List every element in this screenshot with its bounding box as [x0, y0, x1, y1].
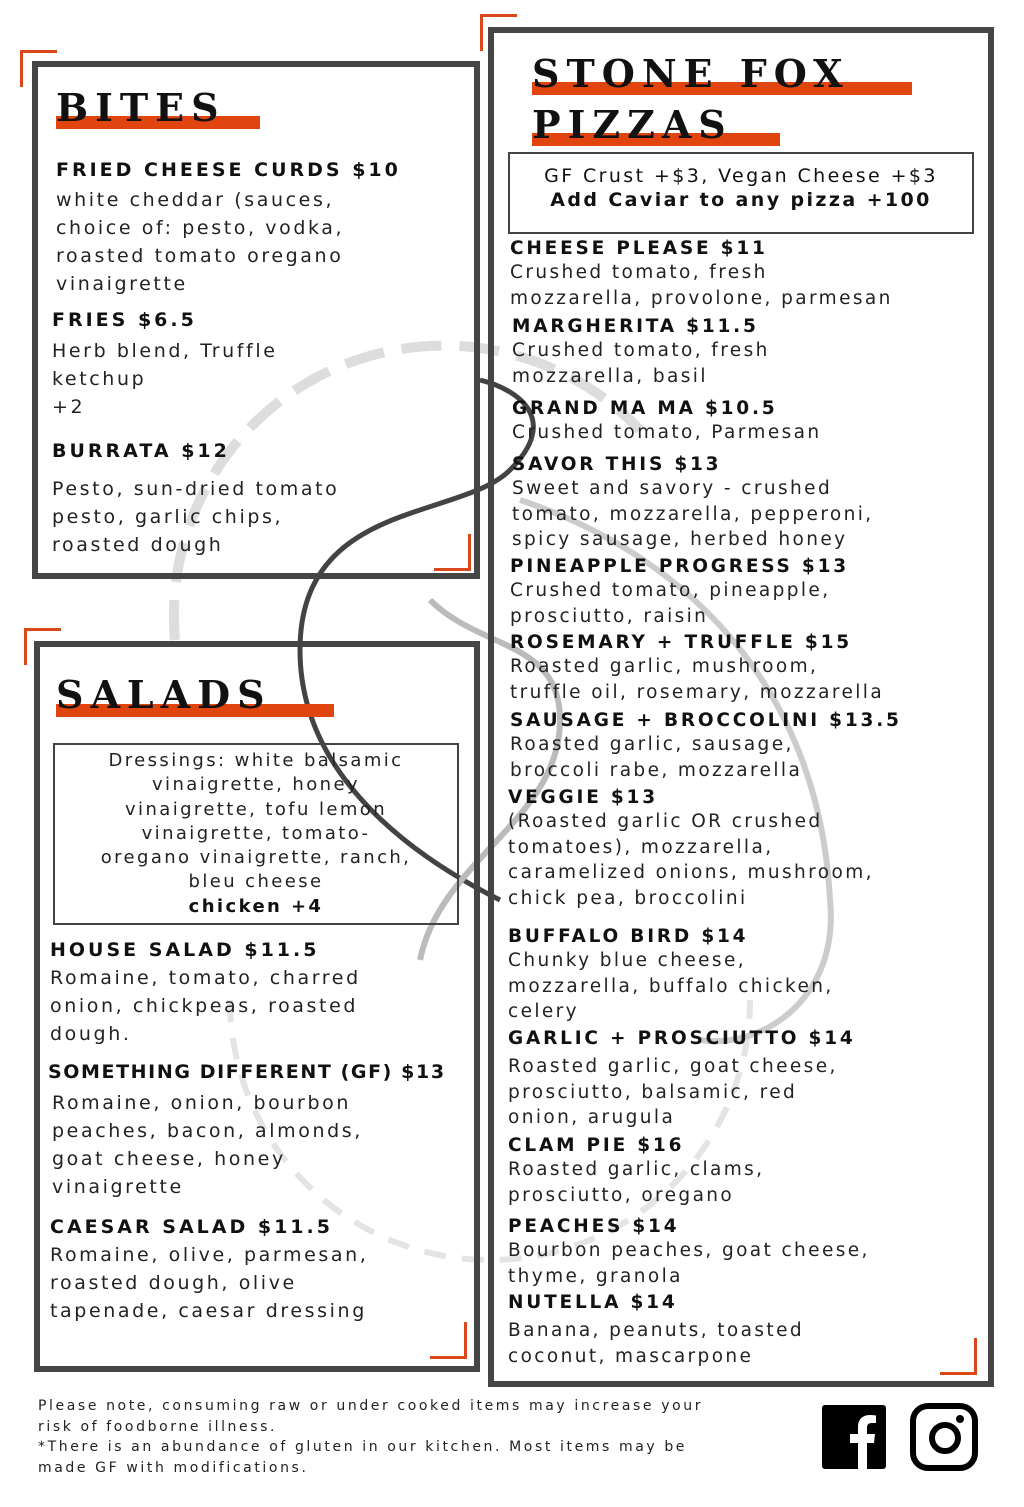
- bites-title: BITES: [56, 85, 226, 130]
- pizza-item: [510, 238, 893, 311]
- facebook-icon[interactable]: [822, 1405, 886, 1469]
- item-name: CLAM PIE $16: [508, 1135, 685, 1156]
- item-desc: Roasted garlic, mushroom, truffle oil, rosemary, mozzarella: [510, 656, 885, 703]
- item-name: MARGHERITA $11.5: [512, 316, 759, 337]
- item-desc: Crushed tomato, fresh mozzarella, provolone, parmesan: [510, 262, 893, 309]
- item-desc: Roasted garlic, clams, prosciutto, oregano: [508, 1159, 765, 1206]
- item-desc: Pesto, sun-dried tomato pesto, garlic chips, roasted dough: [52, 478, 340, 556]
- item-name: ROSEMARY + TRUFFLE $15: [510, 632, 852, 653]
- pizzas-title-line2: PIZZAS: [532, 102, 733, 147]
- item-desc: white cheddar (sauces, choice of: pesto, vodka, roasted tomato oregano vinaigrette: [56, 189, 345, 295]
- pizza-addons-note: [508, 152, 974, 234]
- item-desc: Crushed tomato, fresh mozzarella, basil: [512, 340, 770, 387]
- caviar-addon: Add Caviar to any pizza +100: [550, 189, 932, 211]
- item-name: CHEESE PLEASE $11: [510, 238, 768, 259]
- item-desc: (Roasted garlic OR crushed tomatoes), mozzarella, caramelized onions, mushroom, chick pea, broccolini: [508, 811, 874, 909]
- pizza-item: [510, 632, 884, 705]
- pizza-item: [510, 556, 849, 629]
- instagram-lens: [929, 1422, 961, 1454]
- item-name: FRIES $6.5: [52, 309, 197, 331]
- item-name: SOMETHING DIFFERENT (GF) $13: [48, 1061, 446, 1083]
- item-desc: Sweet and savory - crushed tomato, mozzarella, pepperoni, spicy sausage, herbed honey: [512, 478, 874, 550]
- instagram-icon[interactable]: [910, 1403, 978, 1471]
- item-desc: Chunky blue cheese, mozzarella, buffalo chicken, celery: [508, 950, 834, 1022]
- corner-accent: [430, 1322, 467, 1359]
- item-desc: Roasted garlic, goat cheese, prosciutto, balsamic, red onion, arugula: [508, 1056, 838, 1128]
- item-name: HOUSE SALAD $11.5: [50, 939, 320, 961]
- item-desc: Banana, peanuts, toasted coconut, mascarpone: [508, 1320, 805, 1367]
- item-name: NUTELLA $14: [508, 1292, 678, 1313]
- item-name: VEGGIE $13: [508, 787, 658, 808]
- item-name: GRAND MA MA $10.5: [512, 398, 778, 419]
- item-desc: Romaine, olive, parmesan, roasted dough, olive tapenade, caesar dressing: [50, 1244, 369, 1322]
- pizza-item: [512, 316, 770, 389]
- menu-item: [50, 1213, 368, 1325]
- menu-item: [48, 1058, 446, 1201]
- pizzas-title-line1: STONE FOX: [532, 51, 850, 96]
- allergy-disclaimer: Please note, consuming raw or under cooked items may increase your risk of foodborne illness. *There is an abundance of gluten in our kitchen. Most items may be made GF with modifications.: [38, 1398, 704, 1476]
- menu-item: [52, 437, 339, 559]
- menu-item: [56, 156, 401, 298]
- dressings-note: [53, 743, 459, 925]
- corner-accent: [940, 1338, 977, 1375]
- item-name: BURRATA $12: [52, 440, 230, 462]
- instagram-dot: [956, 1415, 964, 1423]
- item-name: CAESAR SALAD $11.5: [50, 1216, 333, 1238]
- item-name: PEACHES $14: [508, 1216, 680, 1237]
- item-desc: Crushed tomato, Parmesan: [512, 422, 822, 443]
- item-name: SAUSAGE + BROCCOLINI $13.5: [510, 710, 902, 731]
- pizza-item: [508, 1292, 804, 1369]
- pizza-item: [508, 787, 874, 911]
- item-desc: Herb blend, Truffle ketchup +2: [52, 340, 278, 418]
- dressings-text: Dressings: white balsamic vinaigrette, honey vinaigrette, tofu lemon vinaigrette, tomato- oregano vinaigrette, ranch, bleu cheese: [100, 750, 412, 893]
- item-desc: Crushed tomato, pineapple, prosciutto, raisin: [510, 580, 831, 627]
- item-name: SAVOR THIS $13: [512, 454, 722, 475]
- corner-accent: [434, 534, 471, 571]
- pizza-item: [510, 710, 902, 783]
- facebook-glyph: [822, 1405, 886, 1469]
- menu-item: [50, 936, 361, 1048]
- item-name: FRIED CHEESE CURDS $10: [56, 159, 401, 181]
- item-desc: Romaine, onion, bourbon peaches, bacon, almonds, goat cheese, honey vinaigrette: [52, 1092, 363, 1198]
- chicken-addon: chicken +4: [188, 895, 324, 917]
- item-name: BUFFALO BIRD $14: [508, 926, 749, 947]
- salads-title: SALADS: [56, 672, 272, 717]
- item-desc: Bourbon peaches, goat cheese, thyme, granola: [508, 1240, 870, 1287]
- item-name: GARLIC + PROSCIUTTO $14: [508, 1028, 856, 1049]
- pizza-item: [512, 454, 874, 553]
- menu-item: [52, 306, 278, 421]
- pizza-item: [508, 1028, 856, 1131]
- crust-cheese-addons: GF Crust +$3, Vegan Cheese +$3: [544, 165, 938, 187]
- item-desc: Roasted garlic, sausage, broccoli rabe, mozzarella: [510, 734, 803, 781]
- pizza-item: [508, 1216, 870, 1289]
- pizza-item: [508, 926, 834, 1025]
- pizza-item: [512, 398, 822, 446]
- pizza-item: [508, 1135, 764, 1208]
- item-name: PINEAPPLE PROGRESS $13: [510, 556, 849, 577]
- item-desc: Romaine, tomato, charred onion, chickpeas, roasted dough.: [50, 967, 361, 1045]
